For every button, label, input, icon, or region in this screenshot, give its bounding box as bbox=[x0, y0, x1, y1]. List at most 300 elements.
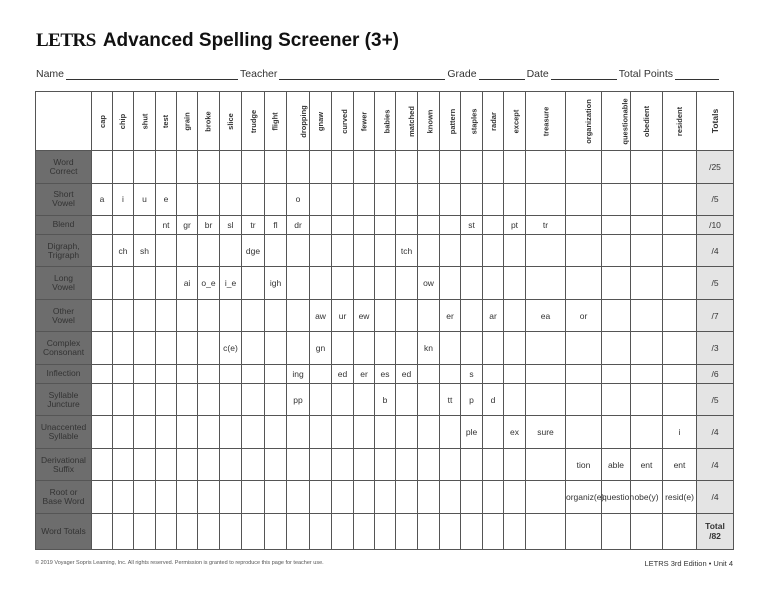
score-cell[interactable]: ew bbox=[354, 299, 375, 332]
score-cell[interactable] bbox=[242, 416, 265, 449]
score-cell[interactable] bbox=[602, 365, 631, 384]
score-cell[interactable]: tion bbox=[566, 448, 602, 481]
score-cell[interactable] bbox=[526, 234, 566, 267]
score-cell[interactable] bbox=[92, 448, 113, 481]
score-cell[interactable]: able bbox=[602, 448, 631, 481]
score-cell[interactable] bbox=[156, 416, 177, 449]
score-cell[interactable] bbox=[440, 365, 461, 384]
score-cell[interactable]: ch bbox=[113, 234, 134, 267]
score-cell[interactable] bbox=[92, 234, 113, 267]
score-cell[interactable] bbox=[663, 183, 697, 216]
score-cell[interactable] bbox=[134, 151, 156, 184]
score-cell[interactable] bbox=[354, 267, 375, 300]
score-cell[interactable] bbox=[310, 267, 332, 300]
score-cell[interactable] bbox=[396, 383, 418, 416]
score-cell[interactable] bbox=[92, 332, 113, 365]
score-cell[interactable] bbox=[310, 216, 332, 235]
score-cell[interactable] bbox=[602, 299, 631, 332]
score-cell[interactable] bbox=[440, 448, 461, 481]
score-cell[interactable] bbox=[156, 299, 177, 332]
score-cell[interactable] bbox=[198, 183, 220, 216]
score-cell[interactable] bbox=[566, 513, 602, 549]
score-cell[interactable] bbox=[526, 481, 566, 514]
name-field[interactable] bbox=[36, 68, 240, 80]
score-cell[interactable]: question bbox=[602, 481, 631, 514]
score-cell[interactable]: obe(y) bbox=[631, 481, 663, 514]
score-cell[interactable] bbox=[198, 416, 220, 449]
score-cell[interactable] bbox=[504, 183, 526, 216]
score-cell[interactable]: pp bbox=[287, 383, 310, 416]
score-cell[interactable] bbox=[113, 513, 134, 549]
score-cell[interactable] bbox=[242, 513, 265, 549]
score-cell[interactable] bbox=[332, 416, 354, 449]
score-cell[interactable] bbox=[663, 365, 697, 384]
score-cell[interactable] bbox=[354, 234, 375, 267]
score-cell[interactable] bbox=[92, 513, 113, 549]
score-cell[interactable] bbox=[134, 513, 156, 549]
score-cell[interactable] bbox=[483, 481, 504, 514]
score-cell[interactable] bbox=[504, 513, 526, 549]
score-cell[interactable] bbox=[440, 151, 461, 184]
score-cell[interactable] bbox=[526, 151, 566, 184]
score-cell[interactable] bbox=[310, 365, 332, 384]
score-cell[interactable] bbox=[483, 151, 504, 184]
score-cell[interactable]: ea bbox=[526, 299, 566, 332]
score-cell[interactable] bbox=[483, 416, 504, 449]
score-cell[interactable] bbox=[663, 234, 697, 267]
score-cell[interactable]: tch bbox=[396, 234, 418, 267]
score-cell[interactable] bbox=[418, 481, 440, 514]
score-cell[interactable] bbox=[113, 448, 134, 481]
score-cell[interactable] bbox=[663, 216, 697, 235]
score-cell[interactable] bbox=[504, 332, 526, 365]
score-cell[interactable] bbox=[220, 234, 242, 267]
score-cell[interactable] bbox=[113, 299, 134, 332]
score-cell[interactable] bbox=[310, 513, 332, 549]
score-cell[interactable] bbox=[134, 481, 156, 514]
score-cell[interactable]: ai bbox=[177, 267, 198, 300]
score-cell[interactable] bbox=[220, 299, 242, 332]
score-cell[interactable] bbox=[418, 513, 440, 549]
score-cell[interactable] bbox=[156, 513, 177, 549]
score-cell[interactable] bbox=[354, 151, 375, 184]
score-cell[interactable]: tr bbox=[526, 216, 566, 235]
score-cell[interactable] bbox=[418, 151, 440, 184]
score-cell[interactable]: gr bbox=[177, 216, 198, 235]
score-cell[interactable] bbox=[396, 448, 418, 481]
score-cell[interactable] bbox=[220, 481, 242, 514]
score-cell[interactable] bbox=[134, 416, 156, 449]
score-cell[interactable] bbox=[287, 299, 310, 332]
score-cell[interactable] bbox=[566, 151, 602, 184]
score-cell[interactable]: ent bbox=[631, 448, 663, 481]
score-cell[interactable] bbox=[134, 448, 156, 481]
total-points-field[interactable] bbox=[619, 68, 721, 80]
score-cell[interactable]: o bbox=[287, 183, 310, 216]
score-cell[interactable] bbox=[265, 332, 287, 365]
score-cell[interactable] bbox=[602, 332, 631, 365]
score-cell[interactable] bbox=[526, 267, 566, 300]
score-cell[interactable] bbox=[396, 481, 418, 514]
score-cell[interactable] bbox=[440, 513, 461, 549]
score-cell[interactable] bbox=[461, 448, 483, 481]
score-cell[interactable] bbox=[242, 481, 265, 514]
score-cell[interactable] bbox=[375, 448, 396, 481]
score-cell[interactable] bbox=[332, 183, 354, 216]
score-cell[interactable] bbox=[461, 267, 483, 300]
score-cell[interactable]: tt bbox=[440, 383, 461, 416]
score-cell[interactable] bbox=[375, 151, 396, 184]
score-cell[interactable]: ed bbox=[332, 365, 354, 384]
score-cell[interactable] bbox=[92, 299, 113, 332]
score-cell[interactable] bbox=[375, 481, 396, 514]
score-cell[interactable] bbox=[566, 332, 602, 365]
score-cell[interactable] bbox=[134, 267, 156, 300]
score-cell[interactable] bbox=[332, 234, 354, 267]
score-cell[interactable] bbox=[242, 299, 265, 332]
score-cell[interactable] bbox=[663, 332, 697, 365]
score-cell[interactable]: ow bbox=[418, 267, 440, 300]
score-cell[interactable] bbox=[566, 416, 602, 449]
name-line[interactable] bbox=[66, 69, 238, 80]
score-cell[interactable] bbox=[332, 267, 354, 300]
score-cell[interactable] bbox=[287, 448, 310, 481]
score-cell[interactable] bbox=[310, 234, 332, 267]
score-cell[interactable] bbox=[418, 299, 440, 332]
score-cell[interactable] bbox=[177, 183, 198, 216]
score-cell[interactable] bbox=[602, 267, 631, 300]
score-cell[interactable]: kn bbox=[418, 332, 440, 365]
score-cell[interactable] bbox=[156, 151, 177, 184]
score-cell[interactable] bbox=[526, 365, 566, 384]
score-cell[interactable]: igh bbox=[265, 267, 287, 300]
score-cell[interactable] bbox=[418, 448, 440, 481]
score-cell[interactable] bbox=[440, 267, 461, 300]
score-cell[interactable]: a bbox=[92, 183, 113, 216]
score-cell[interactable] bbox=[310, 416, 332, 449]
score-cell[interactable]: ing bbox=[287, 365, 310, 384]
score-cell[interactable] bbox=[602, 416, 631, 449]
score-cell[interactable] bbox=[354, 481, 375, 514]
score-cell[interactable]: fl bbox=[265, 216, 287, 235]
score-cell[interactable] bbox=[663, 267, 697, 300]
score-cell[interactable] bbox=[198, 299, 220, 332]
score-cell[interactable] bbox=[396, 216, 418, 235]
score-cell[interactable] bbox=[504, 448, 526, 481]
score-cell[interactable] bbox=[287, 151, 310, 184]
score-cell[interactable]: organiz(e) bbox=[566, 481, 602, 514]
score-cell[interactable] bbox=[156, 332, 177, 365]
score-cell[interactable] bbox=[602, 513, 631, 549]
score-cell[interactable] bbox=[287, 267, 310, 300]
score-cell[interactable]: i_e bbox=[220, 267, 242, 300]
score-cell[interactable]: resid(e) bbox=[663, 481, 697, 514]
score-cell[interactable] bbox=[156, 383, 177, 416]
score-cell[interactable] bbox=[198, 448, 220, 481]
score-cell[interactable] bbox=[566, 183, 602, 216]
score-cell[interactable] bbox=[265, 183, 287, 216]
score-cell[interactable] bbox=[113, 267, 134, 300]
score-cell[interactable] bbox=[198, 513, 220, 549]
score-cell[interactable] bbox=[526, 183, 566, 216]
score-cell[interactable] bbox=[440, 481, 461, 514]
score-cell[interactable]: nt bbox=[156, 216, 177, 235]
score-cell[interactable] bbox=[177, 365, 198, 384]
grade-field[interactable] bbox=[447, 68, 526, 80]
score-cell[interactable] bbox=[504, 151, 526, 184]
score-cell[interactable] bbox=[113, 481, 134, 514]
score-cell[interactable] bbox=[310, 151, 332, 184]
score-cell[interactable]: ar bbox=[483, 299, 504, 332]
score-cell[interactable] bbox=[134, 299, 156, 332]
score-cell[interactable]: tr bbox=[242, 216, 265, 235]
score-cell[interactable] bbox=[177, 383, 198, 416]
score-cell[interactable] bbox=[440, 332, 461, 365]
score-cell[interactable] bbox=[310, 448, 332, 481]
score-cell[interactable]: or bbox=[566, 299, 602, 332]
score-cell[interactable] bbox=[631, 299, 663, 332]
score-cell[interactable] bbox=[483, 234, 504, 267]
score-cell[interactable] bbox=[566, 216, 602, 235]
score-cell[interactable] bbox=[375, 332, 396, 365]
score-cell[interactable]: er bbox=[440, 299, 461, 332]
score-cell[interactable]: br bbox=[198, 216, 220, 235]
score-cell[interactable] bbox=[526, 332, 566, 365]
score-cell[interactable] bbox=[354, 216, 375, 235]
score-cell[interactable]: u bbox=[134, 183, 156, 216]
score-cell[interactable] bbox=[354, 183, 375, 216]
score-cell[interactable] bbox=[134, 332, 156, 365]
score-cell[interactable] bbox=[177, 151, 198, 184]
score-cell[interactable] bbox=[242, 448, 265, 481]
score-cell[interactable]: st bbox=[461, 216, 483, 235]
score-cell[interactable] bbox=[265, 299, 287, 332]
score-cell[interactable] bbox=[265, 151, 287, 184]
score-cell[interactable] bbox=[332, 151, 354, 184]
score-cell[interactable] bbox=[113, 332, 134, 365]
score-cell[interactable] bbox=[375, 216, 396, 235]
score-cell[interactable] bbox=[440, 183, 461, 216]
score-cell[interactable] bbox=[177, 481, 198, 514]
score-cell[interactable] bbox=[663, 513, 697, 549]
score-cell[interactable] bbox=[566, 383, 602, 416]
score-cell[interactable] bbox=[265, 513, 287, 549]
score-cell[interactable] bbox=[220, 513, 242, 549]
score-cell[interactable] bbox=[177, 448, 198, 481]
score-cell[interactable] bbox=[602, 383, 631, 416]
score-cell[interactable] bbox=[92, 416, 113, 449]
score-cell[interactable]: i bbox=[113, 183, 134, 216]
score-cell[interactable] bbox=[92, 383, 113, 416]
score-cell[interactable] bbox=[265, 383, 287, 416]
score-cell[interactable] bbox=[483, 267, 504, 300]
score-cell[interactable] bbox=[602, 183, 631, 216]
score-cell[interactable] bbox=[156, 234, 177, 267]
score-cell[interactable] bbox=[220, 365, 242, 384]
teacher-line[interactable] bbox=[279, 69, 445, 80]
score-cell[interactable] bbox=[483, 332, 504, 365]
score-cell[interactable] bbox=[242, 183, 265, 216]
score-cell[interactable] bbox=[526, 448, 566, 481]
total-points-line[interactable] bbox=[675, 69, 719, 80]
score-cell[interactable] bbox=[156, 481, 177, 514]
score-cell[interactable] bbox=[242, 365, 265, 384]
score-cell[interactable] bbox=[418, 183, 440, 216]
score-cell[interactable] bbox=[631, 332, 663, 365]
score-cell[interactable] bbox=[631, 513, 663, 549]
score-cell[interactable] bbox=[354, 332, 375, 365]
score-cell[interactable] bbox=[526, 513, 566, 549]
score-cell[interactable] bbox=[354, 383, 375, 416]
score-cell[interactable] bbox=[134, 365, 156, 384]
score-cell[interactable] bbox=[504, 234, 526, 267]
score-cell[interactable] bbox=[332, 448, 354, 481]
score-cell[interactable] bbox=[396, 513, 418, 549]
score-cell[interactable] bbox=[566, 267, 602, 300]
score-cell[interactable] bbox=[566, 234, 602, 267]
score-cell[interactable]: dr bbox=[287, 216, 310, 235]
score-cell[interactable] bbox=[631, 267, 663, 300]
score-cell[interactable] bbox=[461, 234, 483, 267]
score-cell[interactable]: c(e) bbox=[220, 332, 242, 365]
score-cell[interactable] bbox=[134, 216, 156, 235]
score-cell[interactable] bbox=[113, 216, 134, 235]
score-cell[interactable] bbox=[156, 448, 177, 481]
score-cell[interactable] bbox=[113, 151, 134, 184]
score-cell[interactable] bbox=[265, 448, 287, 481]
grade-line[interactable] bbox=[479, 69, 525, 80]
score-cell[interactable]: e bbox=[156, 183, 177, 216]
score-cell[interactable] bbox=[440, 234, 461, 267]
score-cell[interactable] bbox=[113, 383, 134, 416]
score-cell[interactable] bbox=[198, 234, 220, 267]
score-cell[interactable] bbox=[220, 151, 242, 184]
score-cell[interactable]: ed bbox=[396, 365, 418, 384]
teacher-field[interactable] bbox=[240, 68, 447, 80]
score-cell[interactable] bbox=[375, 267, 396, 300]
score-cell[interactable] bbox=[396, 299, 418, 332]
score-cell[interactable]: ple bbox=[461, 416, 483, 449]
score-cell[interactable]: er bbox=[354, 365, 375, 384]
score-cell[interactable] bbox=[332, 383, 354, 416]
score-cell[interactable] bbox=[631, 365, 663, 384]
date-field[interactable] bbox=[527, 68, 619, 80]
score-cell[interactable] bbox=[504, 481, 526, 514]
score-cell[interactable] bbox=[461, 299, 483, 332]
score-cell[interactable] bbox=[113, 365, 134, 384]
score-cell[interactable] bbox=[287, 234, 310, 267]
score-cell[interactable] bbox=[242, 383, 265, 416]
score-cell[interactable] bbox=[461, 513, 483, 549]
score-cell[interactable] bbox=[156, 267, 177, 300]
score-cell[interactable] bbox=[198, 383, 220, 416]
score-cell[interactable] bbox=[242, 151, 265, 184]
score-cell[interactable] bbox=[287, 513, 310, 549]
score-cell[interactable]: ent bbox=[663, 448, 697, 481]
score-cell[interactable] bbox=[418, 416, 440, 449]
date-line[interactable] bbox=[551, 69, 617, 80]
score-cell[interactable] bbox=[440, 216, 461, 235]
score-cell[interactable]: d bbox=[483, 383, 504, 416]
score-cell[interactable] bbox=[461, 183, 483, 216]
score-cell[interactable] bbox=[177, 416, 198, 449]
score-cell[interactable] bbox=[602, 216, 631, 235]
score-cell[interactable]: s bbox=[461, 365, 483, 384]
score-cell[interactable] bbox=[418, 234, 440, 267]
score-cell[interactable] bbox=[265, 481, 287, 514]
score-cell[interactable] bbox=[375, 416, 396, 449]
score-cell[interactable] bbox=[220, 183, 242, 216]
score-cell[interactable] bbox=[504, 383, 526, 416]
score-cell[interactable] bbox=[198, 151, 220, 184]
score-cell[interactable] bbox=[310, 183, 332, 216]
score-cell[interactable] bbox=[177, 234, 198, 267]
score-cell[interactable] bbox=[483, 448, 504, 481]
score-cell[interactable] bbox=[177, 332, 198, 365]
score-cell[interactable]: sl bbox=[220, 216, 242, 235]
score-cell[interactable] bbox=[504, 267, 526, 300]
score-cell[interactable] bbox=[483, 513, 504, 549]
score-cell[interactable] bbox=[418, 365, 440, 384]
score-cell[interactable] bbox=[265, 416, 287, 449]
score-cell[interactable] bbox=[177, 299, 198, 332]
score-cell[interactable] bbox=[631, 216, 663, 235]
score-cell[interactable] bbox=[354, 513, 375, 549]
score-cell[interactable]: sh bbox=[134, 234, 156, 267]
score-cell[interactable] bbox=[526, 383, 566, 416]
score-cell[interactable] bbox=[440, 416, 461, 449]
score-cell[interactable] bbox=[631, 383, 663, 416]
score-cell[interactable] bbox=[198, 332, 220, 365]
score-cell[interactable] bbox=[332, 513, 354, 549]
score-cell[interactable] bbox=[663, 299, 697, 332]
score-cell[interactable] bbox=[354, 448, 375, 481]
score-cell[interactable] bbox=[287, 416, 310, 449]
score-cell[interactable] bbox=[461, 151, 483, 184]
score-cell[interactable] bbox=[92, 267, 113, 300]
score-cell[interactable] bbox=[504, 365, 526, 384]
score-cell[interactable] bbox=[265, 234, 287, 267]
score-cell[interactable] bbox=[631, 234, 663, 267]
score-cell[interactable]: pt bbox=[504, 216, 526, 235]
score-cell[interactable] bbox=[396, 332, 418, 365]
score-cell[interactable] bbox=[265, 365, 287, 384]
score-cell[interactable]: ur bbox=[332, 299, 354, 332]
score-cell[interactable] bbox=[663, 151, 697, 184]
score-cell[interactable] bbox=[310, 481, 332, 514]
score-cell[interactable] bbox=[566, 365, 602, 384]
score-cell[interactable] bbox=[461, 481, 483, 514]
score-cell[interactable] bbox=[287, 481, 310, 514]
score-cell[interactable] bbox=[483, 216, 504, 235]
score-cell[interactable]: gn bbox=[310, 332, 332, 365]
score-cell[interactable] bbox=[396, 183, 418, 216]
score-cell[interactable] bbox=[310, 383, 332, 416]
score-cell[interactable] bbox=[396, 151, 418, 184]
score-cell[interactable] bbox=[631, 151, 663, 184]
score-cell[interactable] bbox=[631, 183, 663, 216]
score-cell[interactable]: ex bbox=[504, 416, 526, 449]
score-cell[interactable] bbox=[242, 332, 265, 365]
score-cell[interactable] bbox=[375, 234, 396, 267]
score-cell[interactable] bbox=[92, 151, 113, 184]
score-cell[interactable] bbox=[242, 267, 265, 300]
score-cell[interactable] bbox=[92, 216, 113, 235]
score-cell[interactable] bbox=[375, 513, 396, 549]
score-cell[interactable] bbox=[198, 481, 220, 514]
score-cell[interactable] bbox=[92, 365, 113, 384]
score-cell[interactable] bbox=[134, 383, 156, 416]
